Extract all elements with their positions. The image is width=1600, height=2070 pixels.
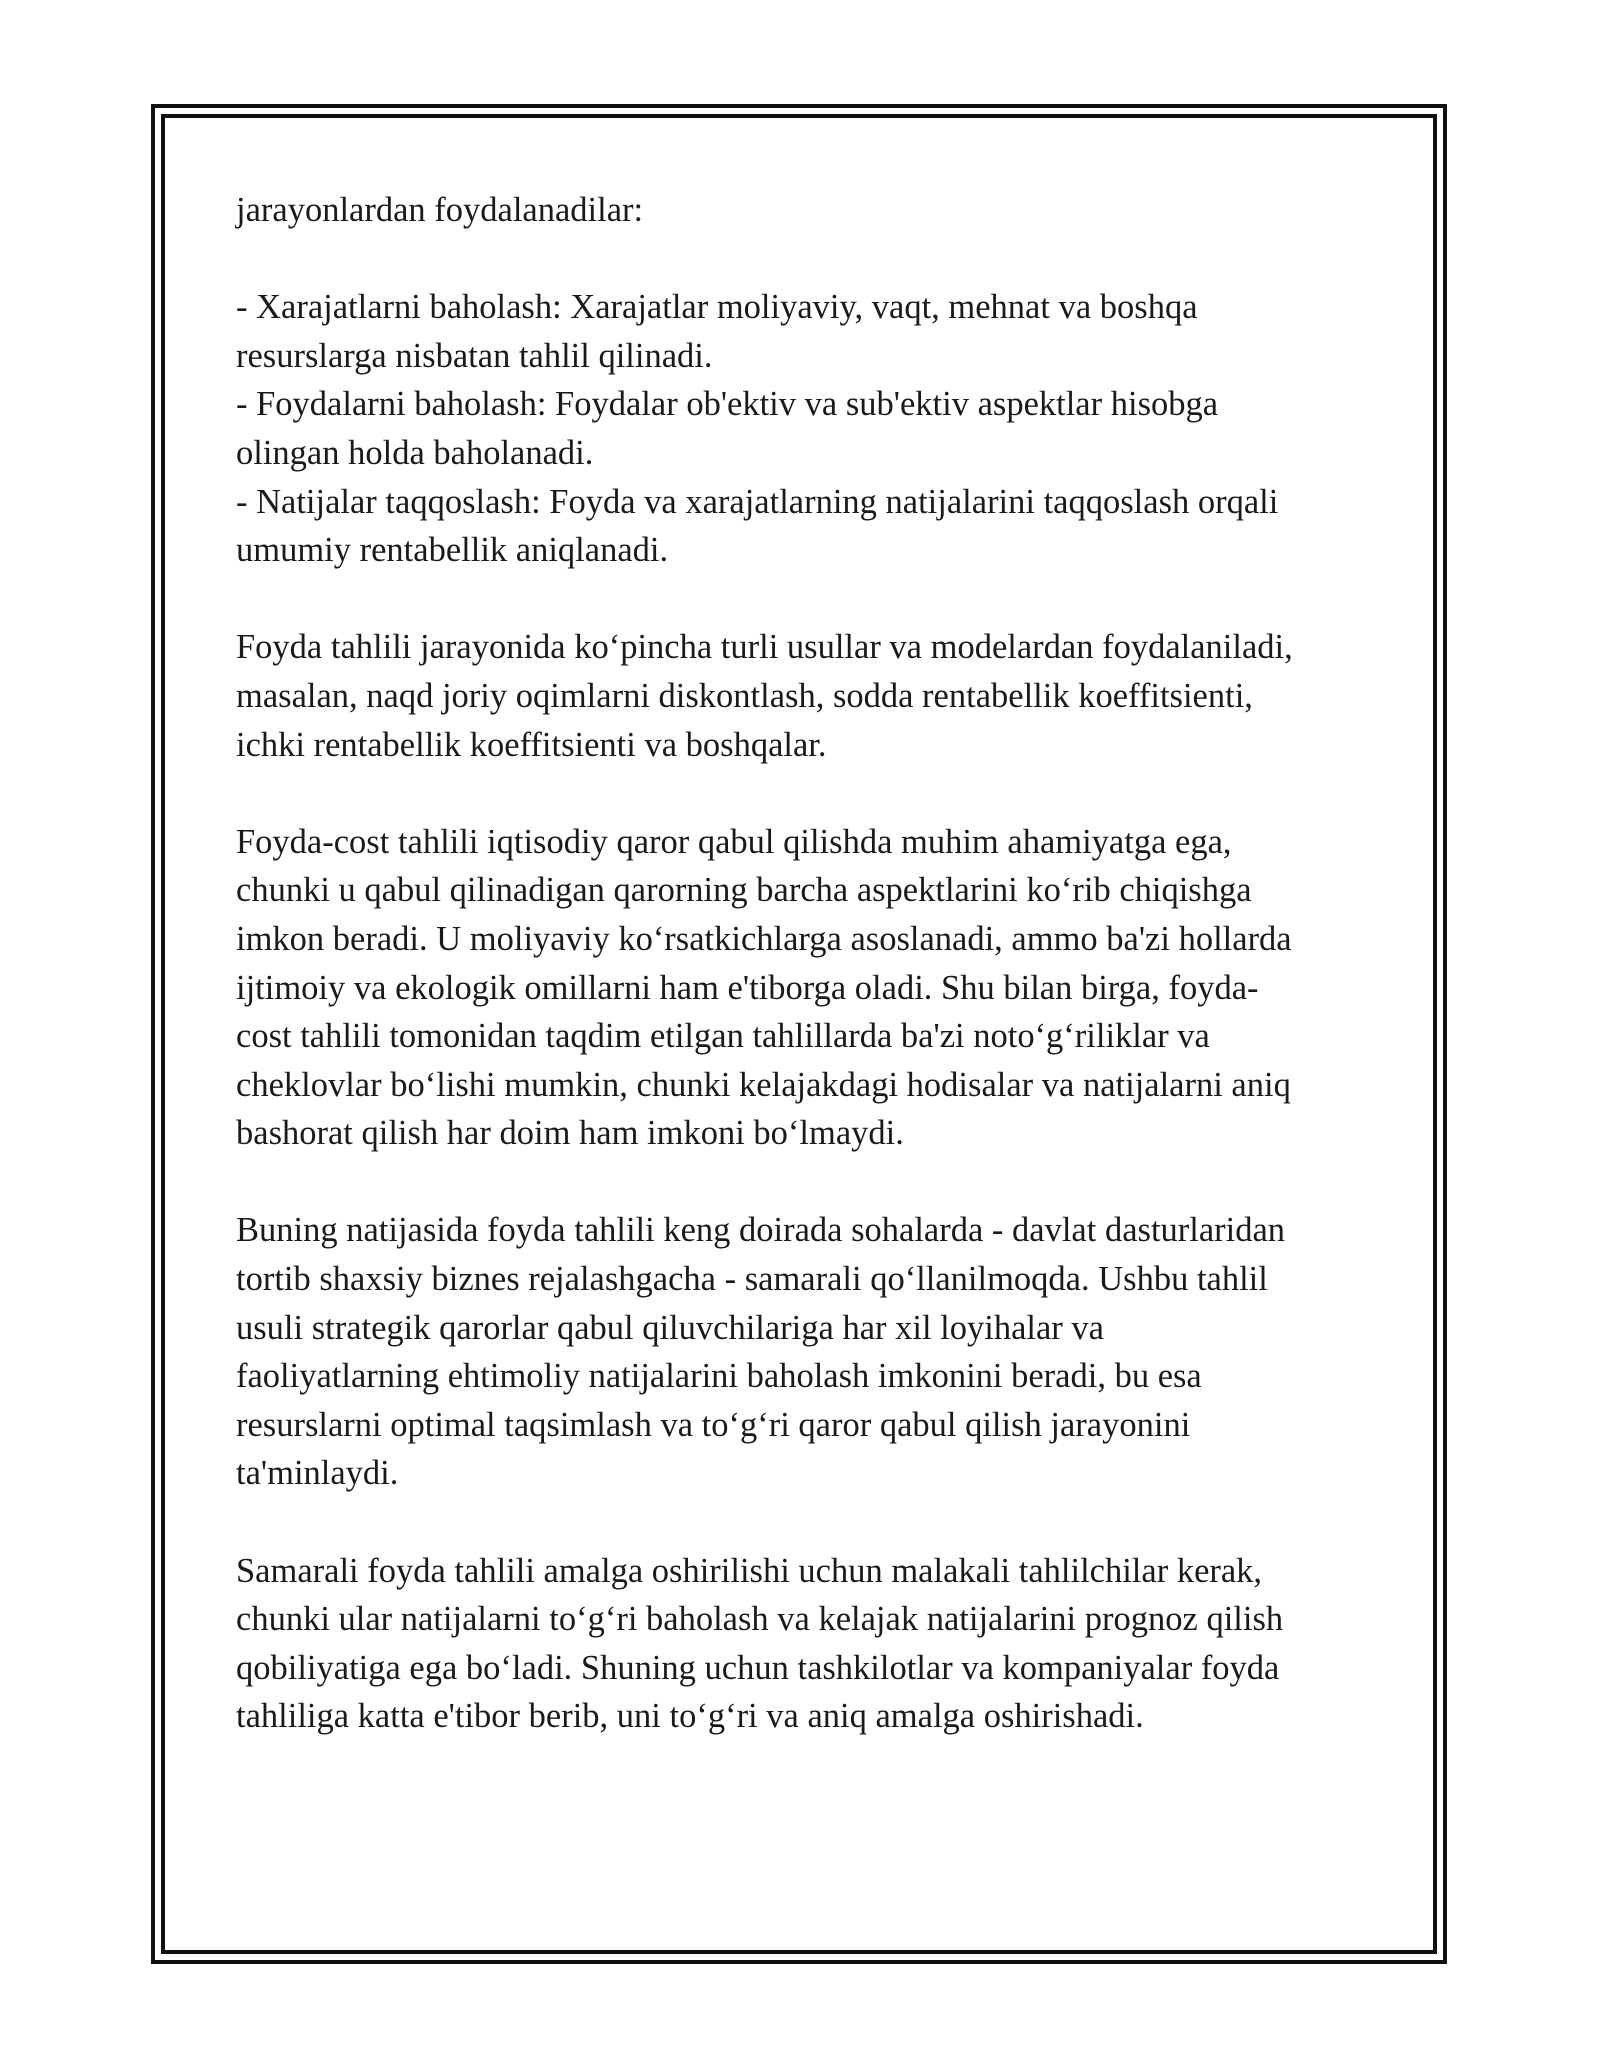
- text-line: cheklovlar boʻlishi mumkin, chunki kelajakdagi hodisalar va natijalarni aniq: [236, 1065, 1291, 1104]
- text-line: bashorat qilish har doim ham imkoni boʻlmaydi.: [236, 1114, 904, 1153]
- text-line: - Foydalarni baholash: Foydalar ob'ektiv va sub'ektiv aspektlar hisobga: [236, 385, 1219, 424]
- text-line: usuli strategik qarorlar qabul qiluvchilariga har xil loyihalar va: [236, 1308, 1104, 1347]
- text-line: resurslarga nisbatan tahlil qilinadi.: [236, 336, 713, 375]
- paragraph-gap: [236, 575, 1366, 624]
- paragraph-gap: [236, 1498, 1366, 1547]
- document-body: [236, 186, 1366, 1741]
- text-line: tortib shaxsiy biznes rejalashgacha - samarali qoʻllanilmoqda. Ushbu tahlil: [236, 1260, 1268, 1299]
- text-line: olingan holda baholanadi.: [236, 433, 594, 472]
- text-line: tahliliga katta e'tibor berib, uni toʻgʻri va aniq amalga oshirishadi.: [236, 1697, 1144, 1736]
- text-line: qobiliyatiga ega boʻladi. Shuning uchun tashkilotlar va kompaniyalar foyda: [236, 1648, 1280, 1687]
- paragraph-gap: [236, 769, 1366, 818]
- text-line: cost tahlili tomonidan taqdim etilgan tahlillarda ba'zi notoʻgʻriliklar va: [236, 1017, 1210, 1056]
- text-line: - Xarajatlarni baholash: Xarajatlar moliyaviy, vaqt, mehnat va boshqa: [236, 288, 1198, 327]
- text-line: resurslarni optimal taqsimlash va toʻgʻri qaror qabul qilish jarayonini: [236, 1405, 1191, 1444]
- text-line: Samarali foyda tahlili amalga oshirilishi uchun malakali tahlilchilar kerak,: [236, 1551, 1263, 1590]
- text-line: ijtimoiy va ekologik omillarni ham e'tiborga oladi. Shu bilan birga, foyda-: [236, 968, 1259, 1007]
- text-line: jarayonlardan foydalanadilar:: [236, 191, 644, 229]
- paragraph-gap: [236, 1158, 1366, 1207]
- text-line: masalan, naqd joriy oqimlarni diskontlash, sodda rentabellik koeffitsienti,: [236, 676, 1253, 715]
- text-line: chunki ular natijalarni toʻgʻri baholash va kelajak natijalarini prognoz qilish: [236, 1600, 1284, 1639]
- text-line: - Natijalar taqqoslash: Foyda va xarajatlarning natijalarini taqqoslash orqali: [236, 482, 1279, 521]
- text-line: ta'minlaydi.: [236, 1454, 399, 1493]
- text-line: Foyda-cost tahlili iqtisodiy qaror qabul qilishda muhim ahamiyatga ega,: [236, 822, 1232, 861]
- text-line: imkon beradi. U moliyaviy koʻrsatkichlarga asoslanadi, ammo ba'zi hollarda: [236, 919, 1292, 958]
- text-line: faoliyatlarning ehtimoliy natijalarini baholash imkonini beradi, bu esa: [236, 1357, 1202, 1396]
- paragraph-gap: [236, 235, 1366, 284]
- text-line: chunki u qabul qilinadigan qarorning barcha aspektlarini koʻrib chiqishga: [236, 871, 1252, 910]
- text-line: ichki rentabellik koeffitsienti va boshqalar.: [236, 725, 827, 764]
- text-line: Foyda tahlili jarayonida koʻpincha turli usullar va modelardan foydalaniladi,: [236, 628, 1293, 667]
- text-line: umumiy rentabellik aniqlanadi.: [236, 531, 669, 570]
- text-line: Buning natijasida foyda tahlili keng doirada sohalarda - davlat dasturlaridan: [236, 1211, 1286, 1250]
